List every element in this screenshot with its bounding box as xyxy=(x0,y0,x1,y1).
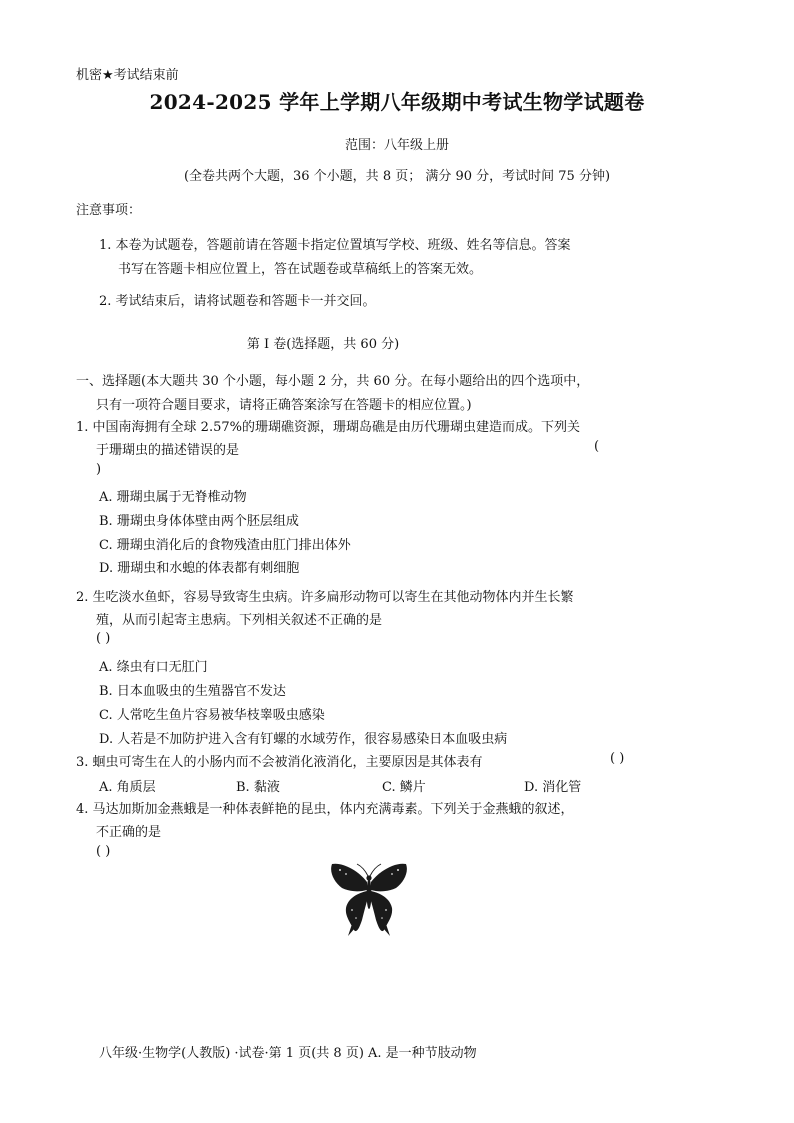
question-3-option-d: D. 消化管 xyxy=(524,780,582,795)
question-2-option-b: B. 日本血吸虫的生殖器官不发达 xyxy=(99,684,286,699)
note-item-1-line-2: 书写在答题卡相应位置上，答在试题卷或草稿纸上的答案无效。 xyxy=(118,262,483,277)
question-2-option-c: C. 人常吃生鱼片容易被华枝睾吸虫感染 xyxy=(99,708,325,723)
notes-heading: 注意事项： xyxy=(76,203,142,218)
question-2-option-d: D. 人若是不加防护进入含有钉螺的水域劳作，很容易感染日本血吸虫病 xyxy=(99,732,508,747)
note-item-1-line-1: 1. 本卷为试题卷，答题前请在答题卡指定位置填写学校、班级、姓名等信息。答案 xyxy=(99,238,571,253)
section-heading-line-2: 只有一项符合题目要求，请将正确答案涂写在答题卡的相应位置。) xyxy=(96,398,472,413)
volume-title: 第 I 卷(选择题，共 60 分) xyxy=(246,337,400,352)
exam-scope: 范围：八年级上册 xyxy=(344,138,449,153)
section-heading-line-1: 一、选择题(本大题共 30 个小题，每小题 2 分，共 60 分。在每小题给出的四个选项中， xyxy=(76,374,590,389)
question-2-option-a: A. 绦虫有口无肛门 xyxy=(99,660,208,675)
butterfly-image xyxy=(328,860,410,936)
question-1-stem-line-1: 1. 中国南海拥有全球 2.57%的珊瑚礁资源，珊瑚岛礁是由历代珊瑚虫建造而成。下列关 xyxy=(76,420,580,435)
question-2-paren: ( ) xyxy=(96,631,111,646)
question-4-paren: ( ) xyxy=(96,844,111,859)
question-1-option-c: C. 珊瑚虫消化后的食物残渣由肛门排出体外 xyxy=(99,538,351,553)
question-3-stem: 3. 蛔虫可寄生在人的小肠内而不会被消化液消化，主要原因是其体表有 xyxy=(76,755,483,770)
page-title: 2024-2025 学年上学期八年级期中考试生物学试题卷 xyxy=(149,90,645,114)
question-1-paren-close: ) xyxy=(96,462,102,477)
question-1-paren-open: ( xyxy=(594,439,600,454)
question-3-option-b: B. 黏液 xyxy=(236,780,280,795)
question-1-option-d: D. 珊瑚虫和水螅的体表都有刺细胞 xyxy=(99,561,300,576)
exam-info: (全卷共两个大题，36 个小题，共 8 页； 满分 90 分，考试时间 75 分钟) xyxy=(183,169,611,184)
question-1-option-a: A. 珊瑚虫属于无脊椎动物 xyxy=(99,490,247,505)
confidential-label: 机密★考试结束前 xyxy=(76,68,179,83)
question-4-stem-line-1: 4. 马达加斯加金燕蛾是一种体表鲜艳的昆虫，体内充满毒素。下列关于金燕蛾的叙述， xyxy=(76,802,574,817)
question-2-stem-line-1: 2. 生吃淡水鱼虾，容易导致寄生虫病。许多扁形动物可以寄生在其他动物体内并生长繁 xyxy=(76,590,574,605)
question-1-option-b: B. 珊瑚虫身体体壁由两个胚层组成 xyxy=(99,514,299,529)
question-3-option-a: A. 角质层 xyxy=(99,780,156,795)
question-3-paren: ( ) xyxy=(610,751,625,766)
question-2-stem-line-2: 殖，从而引起寄主患病。下列相关叙述不正确的是 xyxy=(96,613,383,628)
question-3-option-c: C. 鳞片 xyxy=(382,780,426,795)
question-4-stem-line-2: 不正确的是 xyxy=(96,825,162,840)
note-item-2: 2. 考试结束后，请将试题卷和答题卡一并交回。 xyxy=(99,294,376,309)
page-footer: 八年级·生物学(人教版) ·试卷·第 1 页(共 8 页) A. 是一种节肢动物 xyxy=(99,1046,477,1061)
question-1-stem-line-2: 于珊瑚虫的描述错误的是 xyxy=(96,443,240,458)
